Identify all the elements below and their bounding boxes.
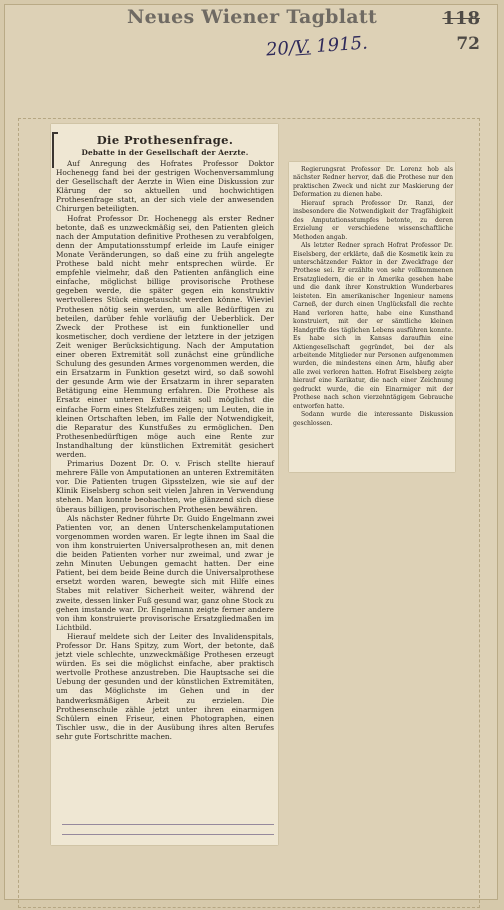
pen-underline	[62, 824, 274, 825]
handwritten-date-day: 20/	[265, 37, 296, 61]
article-paragraph: Als letzter Redner sprach Hofrat Professor Dr. Eiselsberg, der erklärte, daß die Kosmetik kein zu unterschätzender Faktor in der Zweckfrage der Prothese sei. Er erzählte von sehr vollkommenen Ersatzgliedern, die er in Amerika gesehen habe und die dank ihrer Konstruktion Wunderbares leisteten. Ein amerikanischer Ingenieur namens Carneß, der durch einen Unglücksfall die rechte Hand verloren hatte, habe eine Kunsthand konstruiert, mit der er sämtliche kleinen Handgriffe des täglichen Lebens ausführen konnte. Es habe sich in Kansas daraufhin eine Aktiengesellschaft gegründet, bei der als arbeitende Mitglieder nur Personen aufgenommen wurden, die mindestens einen Arm, häufig aber alle zwei verloren hatten. Hofrat Eiselsberg zeigte hierauf eine Karikatur, die nach einer Zeichnung gedruckt wurde, die ein Einarmiger mit der Prothese nach schon vierzehntägigem Gebrauche entworfen hatte.	[293, 242, 453, 410]
article-paragraph: Als nächster Redner führte Dr. Guido Engelmann zwei Patienten vor, an denen Unterschenkelamputationen vorgenommen worden waren. Er legte ihnen im Saal die von ihm konstruierten Universalprothesen an, mit denen die beiden Patienten vorher nur zweimal, und zwar je zehn Minuten Uebungen gemacht hatten. Der eine Patient, bei dem beide Beine durch die Universalprothese ersetzt worden waren, bewegte sich mit Hilfe eines Stabes mit relativer Sicherheit weiter, während der zweite, dessen linker Fuß gesund war, ganz ohne Stock zu gehen imstande war. Dr. Engelmann zeigte ferner andere von ihm konstruierte provisorische Ersatzgliedmaßen im Lichtbild.	[56, 513, 274, 632]
article-subheadline: Debatte in der Gesellschaft der Aerzte.	[81, 148, 249, 157]
article-paragraph: Hierauf sprach Professor Dr. Ranzi, der insbesondere die Notwendigkeit der Tragfähigkeit des Amputationsstumpfes betonte, zu deren Erzielung er verschiedene wissenschaftliche Methoden angab.	[293, 199, 453, 241]
article-paragraph: Auf Anregung des Hofrates Professor Doktor Hochenegg fand bei der gestrigen Wochenversammlung der Gesellschaft der Aerzte in Wien eine Diskussion zur Klärung der so aktuellen und hochwichtigen Prothesenfrage statt, an der sich viele der anwesenden Chirurgen beteiligten.	[56, 159, 274, 214]
article-headline: Die Prothesenfrage.	[96, 133, 234, 147]
page-number: 72	[456, 34, 480, 54]
article-paragraph: Primarius Dozent Dr. O. v. Frisch stellte hierauf mehrere Fälle von Amputationen an unteren Extremitäten vor. Die Patienten trugen Gipsstelzen, wie sie auf der Klinik Eiselsberg schon seit vielen Jahren in Verwendung stehen. Man konnte beobachten, wie glänzend sich diese überaus billigen, provisorischen Prothesen bewähren.	[56, 459, 274, 514]
crossed-page-number: 118	[442, 8, 480, 29]
article-paragraph: Sodann wurde die interessante Diskussion geschlossen.	[293, 411, 453, 427]
article-column-right	[293, 166, 453, 428]
article-column-left	[56, 128, 274, 741]
article-paragraph: Hierauf meldete sich der Leiter des Invalidenspitals, Professor Dr. Hans Spitzy, zum Wort, der betonte, daß jetzt viele schlechte, unzweckmäßige Prothesen erzeugt würden. Es sei die möglichst einfache, aber praktisch wertvolle Prothese anzustreben. Die Hauptsache sei die Uebung der gesunden und der künstlichen Extremitäten, um das Möglichste im Gehen und in der handwerksmäßigen Arbeit zu erzielen. Die Prothesenschule zähle jetzt unter ihren einarmigen Schülern einen Friseur, einen Photographen, einen Tischler usw., die in der Ausübung ihres alten Berufes sehr gute Fortschritte machen.	[56, 631, 274, 741]
article-paragraph: Regierungsrat Professor Dr. Lorenz hob als nächster Redner hervor, daß die Prothese nur den praktischen Zweck und nicht zur Maskierung der Deformation zu dienen habe.	[293, 166, 453, 199]
headline-bracket	[52, 132, 54, 168]
handwritten-date-month: V.	[294, 36, 312, 59]
handwritten-date-year: 1915.	[315, 32, 369, 58]
pen-underline	[62, 834, 274, 835]
newspaper-masthead: Neues Wiener Tagblatt	[126, 6, 378, 28]
article-paragraph: Hofrat Professor Dr. Hochenegg als erster Redner betonte, daß es unzweckmäßig sei, den Patienten gleich nach der Amputation definitive Prothesen zu verabfolgen, denn der Amputationsstumpf erleide im Laufe einiger Monate Veränderungen, so daß eine zu früh angelegte Prothese bald nicht mehr entsprechen würde. Er empfehle vielmehr, daß den Patienten anfänglich eine einfache, möglichst billige provisorische Prothese gegeben werde, die später gegen ein konstruktiv wertvolleres Stück eingetauscht werden könne. Wieviel Prothesen nötig sein werden, um alle Bedürftigen zu beteilen, darüber fehle vorläufig der Ueberblick. Der Zweck der Prothese ist ein funktioneller und kosmetischer, doch verdiene der letztere in der jetzigen Zeit weniger Berücksichtigung. Nach der Amputation einer oberen Extremität soll zunächst eine gründliche Schulung des gesunden Armes vorgenommen werden, die ein Ersatzarm in Funktion gesetzt wird, so daß sowohl der gesunde Arm wie der Ersatzarm in ihrer separaten Betätigung eine Hemmung erfahren. Die Prothese als Ersatz einer unteren Extremität soll möglichst die einfache Form eines Stelzfußes zeigen; um Leuten, die in kleinen Ortschaften leben, im Falle der Notwendigkeit, die Reparatur des Kunstfußes zu ermöglichen. Den Prothesenbedürftigen möge auch eine Rente zur Instandhaltung der künstlichen Extremität gesichert werden.	[56, 213, 274, 459]
